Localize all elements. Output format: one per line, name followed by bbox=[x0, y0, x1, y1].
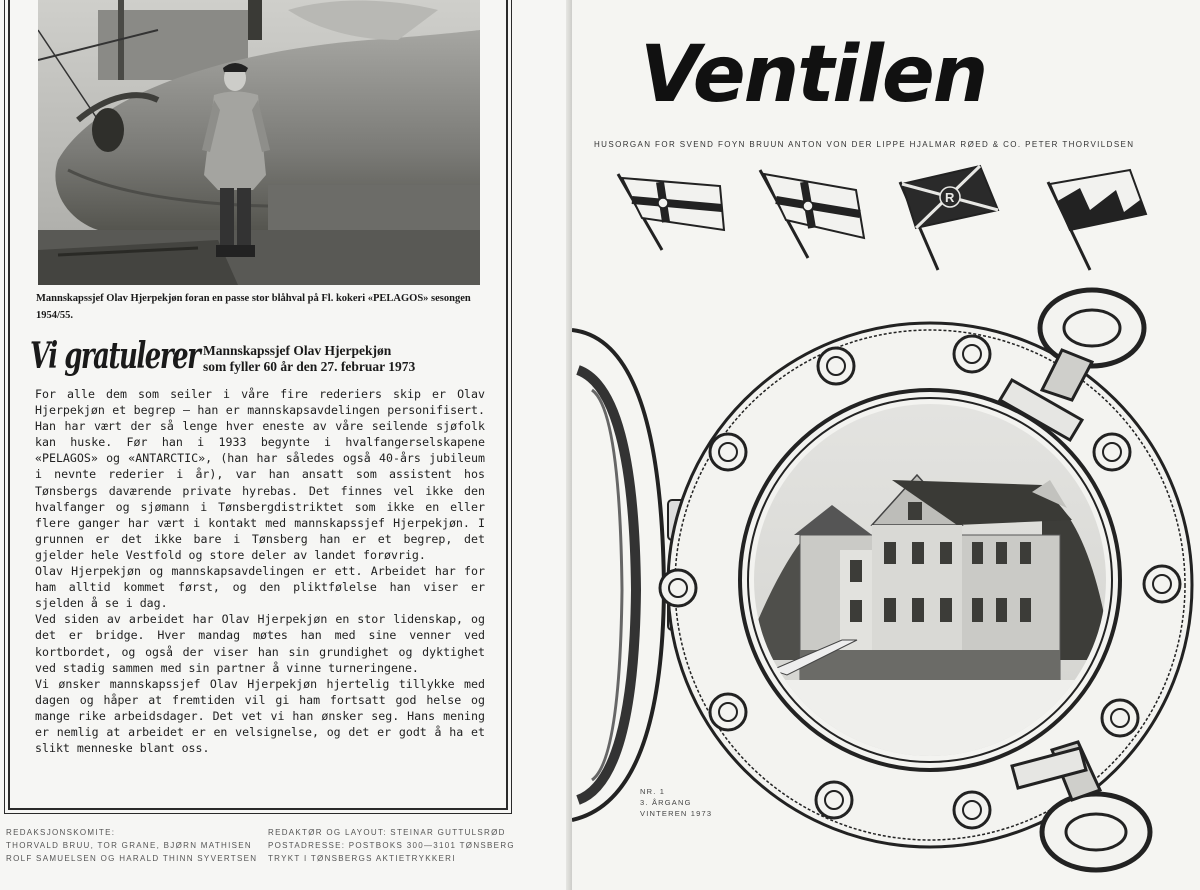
article-paragraph: Olav Hjerpekjøn og mannskapsavdelingen er ett. Arbeidet har for ham alltid kommet først, og den pliktfølelse han viser er sjelden å se i dag. bbox=[35, 564, 485, 611]
flag-cross-icon bbox=[760, 170, 864, 258]
article-subheadline bbox=[203, 343, 493, 375]
masthead-subtitle: HUSORGAN FOR SVEND FOYN BRUUN ANTON VON DER LIPPE HJALMAR RØED & CO. PETER THORVILDSEN bbox=[594, 140, 1135, 149]
article-paragraph: For alle dem som seiler i våre fire rederiers skip er Olav Hjerpekjøn et begrep — han er mannskapsavdelingen personifisert. Han har vært der så lenge hver eneste av våre seilende sjøfolk kan huske. Før han i 1933 begynte i hvalfangerselskapene «PELAGOS» og «ANTARCTIC», (han har således også 40-års jubileum i nevnte rederier i år), var han ansatt som assistent hos Tønsbergs daværende private hyrebas. Det finnes vel ikke den hvalfanger og sjømann i Tønsbergdistriktet som ikke en eller flere ganger har vært i kontakt med mannskapssjef Hjerpekjøn. I grunnen er det ikke bare i Tønsberg han er et begrep, det gjelder hele Vestfold og store deler av landet forøvrig. bbox=[35, 387, 485, 562]
flag-cross-icon bbox=[618, 174, 724, 250]
subheadline-line-1: Mannskapssjef Olav Hjerpekjøn bbox=[203, 343, 392, 358]
credit-line: TRYKT I TØNSBERGS AKTIETRYKKERI bbox=[268, 854, 456, 863]
credit-line: REDAKTØR OG LAYOUT: STEINAR GUTTULSRØD bbox=[268, 828, 506, 837]
credit-line: POSTADRESSE: POSTBOKS 300—3101 TØNSBERG bbox=[268, 841, 515, 850]
article-body bbox=[35, 386, 485, 756]
issue-season: VINTEREN 1973 bbox=[640, 809, 713, 818]
flag-zigzag-icon bbox=[1048, 170, 1146, 270]
company-flags bbox=[600, 160, 1200, 280]
issue-number: NR. 1 bbox=[640, 787, 666, 796]
credit-line: REDAKSJONSKOMITE: bbox=[6, 828, 116, 837]
flag-r-letter: R bbox=[945, 190, 955, 205]
issue-volume: 3. ÅRGANG bbox=[640, 798, 692, 807]
credit-line: ROLF SAMUELSEN OG HARALD THINN SYVERTSEN bbox=[6, 854, 258, 863]
article-paragraph: Ved siden av arbeidet har Olav Hjerpekjøn en stor lidenskap, og det er bridge. Hver mandag møtes han med sine venner ved kortbordet, og også der viser han sin grundighet og dyktighet ved stadig sammen med sin partner å vinne turneringene. bbox=[35, 612, 485, 675]
photo-caption: Mannskapssjef Olav Hjerpekjøn foran en passe stor blåhval på Fl. kokeri «PELAGOS» sesongen 1954/55. bbox=[36, 293, 471, 321]
issue-info bbox=[640, 786, 712, 819]
credit-line: THORVALD BRUU, TOR GRANE, BJØRN MATHISEN bbox=[6, 841, 252, 850]
flag-r-icon bbox=[900, 166, 998, 270]
article-paragraph: Vi ønsker mannskapssjef Olav Hjerpekjøn hjertelig tillykke med dagen og håper at fremtiden vil gi ham fortsatt god helse og mange rike arbeidsdager. Det vet vi han ønsker seg. Hans mening er nemlig at arbeidet er en velsignelse, og det er godt å ha et slikt menneske blant oss. bbox=[35, 676, 485, 756]
whale-photo bbox=[38, 0, 480, 285]
article-headline: Vi gratulerer bbox=[30, 335, 200, 377]
editorial-committee bbox=[6, 826, 257, 865]
masthead-title: Ventilen bbox=[640, 30, 987, 120]
left-page bbox=[0, 0, 572, 890]
subheadline-line-2: som fyller 60 år den 27. februar 1973 bbox=[203, 359, 416, 374]
publisher-info bbox=[268, 826, 515, 865]
